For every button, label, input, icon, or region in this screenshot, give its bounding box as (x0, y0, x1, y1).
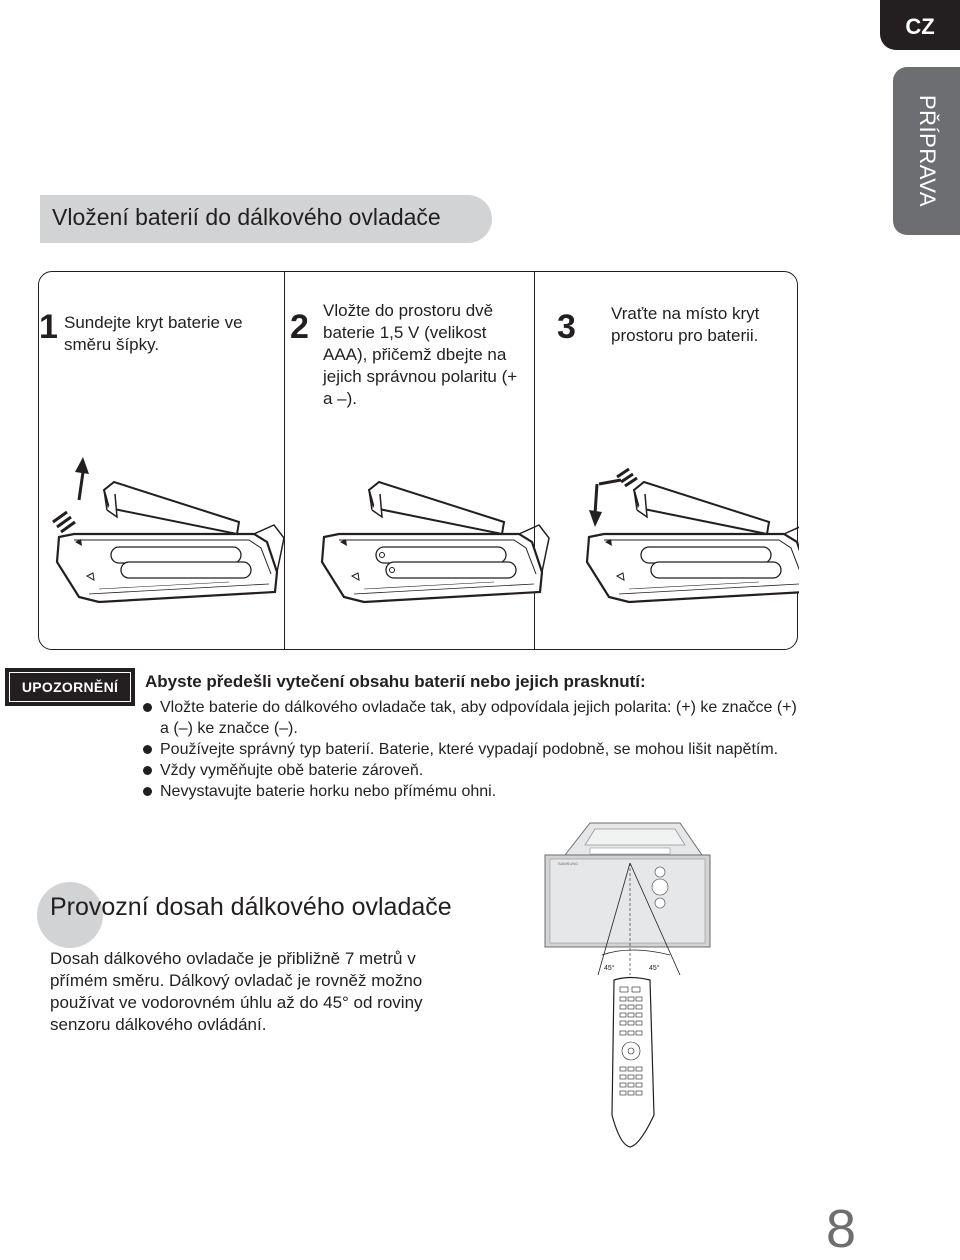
section-heading-range: Provozní dosah dálkového ovladače (50, 893, 452, 921)
step-1-text: Sundejte kryt baterie ve směru šípky. (64, 313, 243, 354)
step-3-text: Vraťte na místo kryt prostoru pro baterii. (611, 304, 760, 345)
step-1-number: 1 (39, 308, 57, 346)
language-tab: CZ (880, 0, 960, 50)
remote-illustration (612, 978, 654, 1148)
step-1-illustration (53, 457, 284, 602)
caution-item: Vložte baterie do dálkového ovladače tak, aby odpovídala jejich polarita: (+) ke značce (+) a (–) ke značce (–). (140, 697, 800, 739)
caution-list (140, 697, 800, 802)
step-3-number: 3 (557, 308, 575, 346)
section-tab-label: PŘÍPRAVA (914, 95, 940, 207)
step-2-text: Vložte do prostoru dvě baterie 1,5 V (velikost AAA), přičemž dbejte na jejich správnou polaritu (+ a –). (323, 301, 518, 408)
caution-badge (5, 668, 135, 706)
step-3-illustration (587, 469, 799, 602)
page-number: 8 (826, 1199, 857, 1259)
battery-illustrations (39, 272, 799, 651)
range-illustration (530, 815, 740, 1165)
device-brand: SAMSUNG (558, 861, 579, 866)
angle-left-label: 45° (604, 965, 615, 972)
arrow-down-icon (589, 510, 602, 527)
caution-item: Vždy vyměňujte obě baterie zároveň. (140, 760, 800, 781)
caution-item: Nevystavujte baterie horku nebo přímému ohni. (140, 781, 800, 802)
caution-item: Používejte správný typ baterií. Baterie, které vypadají podobně, se mohou lišit napětím. (140, 739, 800, 760)
caution-title: Abyste předešli vytečení obsahu baterií nebo jejich prasknutí: (145, 672, 646, 691)
range-description: Dosah dálkového ovladače je přibližně 7 metrů v přímém směru. Dálkový ovladač je rovněž možno používat ve vodorovném úhlu až do 45° od roviny senzoru dálkového ovládání. (50, 949, 423, 1034)
section-tab (893, 67, 960, 235)
section-title: Vložení baterií do dálkového ovladače (52, 204, 441, 230)
step-2-number: 2 (290, 308, 308, 346)
step-2-illustration (322, 482, 549, 602)
steps-panel (38, 271, 798, 650)
caution-badge-label: UPOZORNĚNÍ (9, 672, 131, 702)
angle-right-label: 45° (649, 965, 660, 972)
section-heading-batteries (40, 195, 492, 243)
arrow-up-icon (75, 457, 89, 474)
